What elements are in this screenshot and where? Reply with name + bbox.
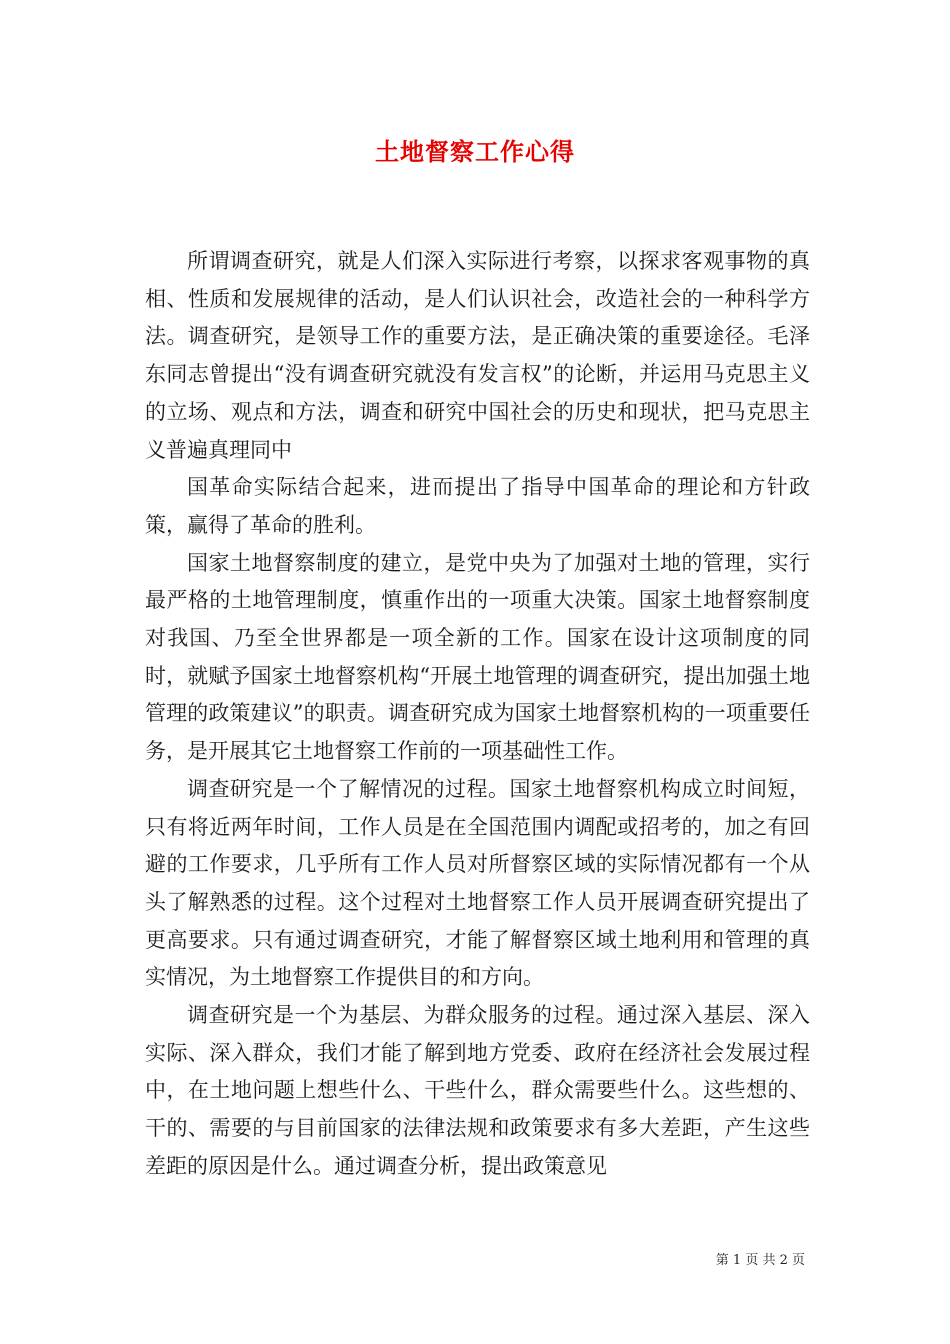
page-number-footer: 第 1 页 共 2 页 <box>715 1253 805 1268</box>
paragraph-1: 所谓调查研究，就是人们深入实际进行考察，以探求客观事物的真相、性质和发展规律的活动，是人们认识社会，改造社会的一种科学方法。调查研究，是领导工作的重要方法，是正确决策的重要途径。毛泽东同志曾提出“没有调查研究就没有发言权”的论断，并运用马克思主义的立场、观点和方法，调查和研究中国社会的历史和现状，把马克思主义普遍真理同中 <box>145 249 810 462</box>
paragraph-3: 国家土地督察制度的建立，是党中央为了加强对土地的管理，实行最严格的土地管理制度，慎重作出的一项重大决策。国家土地督察制度对我国、乃至全世界都是一项全新的工作。国家在设计这项制度的同时，就赋予国家土地督察机构“开展土地管理的调查研究，提出加强土地管理的政策建议”的职责。调查研究成为国家土地督察机构的一项重要任务，是开展其它土地督察工作前的一项基础性工作。 <box>145 550 810 764</box>
document-body <box>145 243 810 1186</box>
paragraph-2: 国革命实际结合起来，进而提出了指导中国革命的理论和方针政策，赢得了革命的胜利。 <box>145 475 810 537</box>
document-title: 土地督察工作心得 <box>375 137 575 166</box>
paragraph-4: 调查研究是一个了解情况的过程。国家土地督察机构成立时间短，只有将近两年时间，工作人员是在全国范围内调配或招考的，加之有回避的工作要求，几乎所有工作人员对所督察区域的实际情况都有一个从头了解熟悉的过程。这个过程对土地督察工作人员开展调查研究提出了更高要求。只有通过调查研究，才能了解督察区域土地利用和管理的真实情况，为土地督察工作提供目的和方向。 <box>145 776 810 990</box>
paragraph-5: 调查研究是一个为基层、为群众服务的过程。通过深入基层、深入实际、深入群众，我们才能了解到地方党委、政府在经济社会发展过程中，在土地问题上想些什么、干些什么，群众需要些什么。这些想的、干的、需要的与目前国家的法律法规和政策要求有多大差距，产生这些差距的原因是什么。通过调查分析，提出政策意见 <box>145 1003 810 1178</box>
